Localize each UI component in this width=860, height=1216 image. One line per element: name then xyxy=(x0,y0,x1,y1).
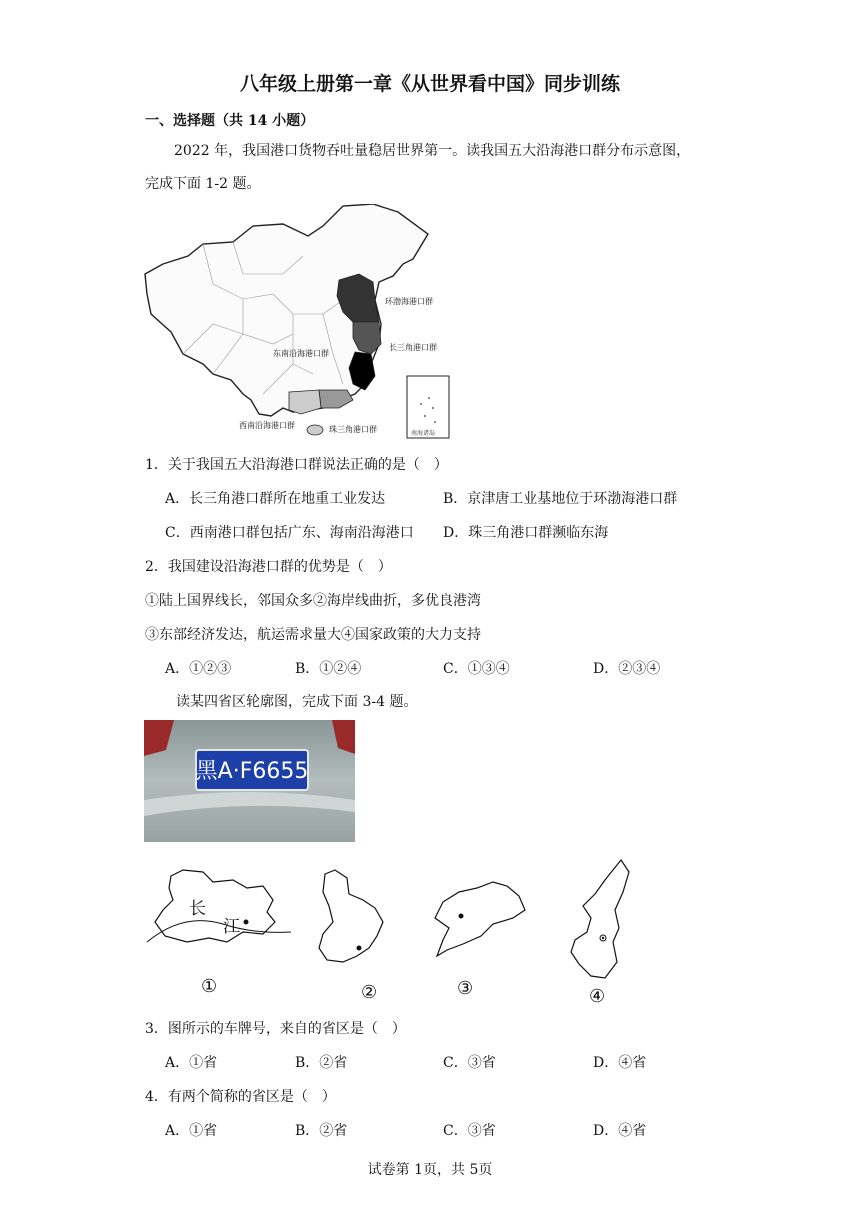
q2-statement-line-1: ①陆上国界线长，邻国众多②海岸线曲折，多优良港湾 xyxy=(145,593,481,609)
outline-4 xyxy=(571,860,629,978)
q3-option-a: A．①省 xyxy=(165,1055,218,1071)
page-title: 八年级上册第一章《从世界看中国》同步训练 xyxy=(239,73,620,95)
label-bohai: 环渤海港口群 xyxy=(385,297,433,306)
q2-option-a: A．①②③ xyxy=(165,661,232,677)
southwest-cluster-region xyxy=(289,390,321,414)
china-map-figure xyxy=(143,204,453,440)
river-char-1: 长 xyxy=(189,899,206,919)
outline-2 xyxy=(319,870,383,962)
q3-option-d: D．④省 xyxy=(593,1055,647,1071)
china-outline xyxy=(145,204,428,416)
label-southeast: 东南沿海港口群 xyxy=(273,349,329,358)
license-plate-text: 黑A·F6655 xyxy=(195,759,309,784)
province-outlines xyxy=(143,852,643,1012)
outline-3 xyxy=(435,882,525,956)
hainan-island xyxy=(307,425,323,435)
intro-1-line-1: 2022 年，我国港口货物吞吐量稳居世界第一。读我国五大沿海港口群分布示意图， xyxy=(174,143,691,159)
q4-stem: 4．有两个简称的省区是（ ） xyxy=(145,1089,336,1105)
label-inset: 南海诸岛 xyxy=(411,430,436,437)
q1-option-c: C．西南港口群包括广东、海南沿海港口 xyxy=(165,525,414,541)
q4-option-c: C．③省 xyxy=(443,1123,496,1139)
license-plate-photo xyxy=(144,720,355,842)
outline-number-1: ① xyxy=(201,976,218,997)
outline-number-2: ② xyxy=(361,982,378,1003)
label-southwest: 西南沿海港口群 xyxy=(239,421,295,430)
q1-option-b: B．京津唐工业基地位于环渤海港口群 xyxy=(443,491,678,507)
pearl-cluster-region xyxy=(319,390,353,408)
page-footer: 试卷第 1页，共 5页 xyxy=(367,1162,493,1178)
section-heading: 一、选择题（共 14 小题） xyxy=(145,113,315,129)
q4-option-b: B．②省 xyxy=(295,1123,348,1139)
label-pearl: 珠三角港口群 xyxy=(329,425,377,434)
south-sea-inset xyxy=(407,376,449,438)
q2-option-b: B．①②④ xyxy=(295,661,362,677)
port-cluster-map xyxy=(143,204,453,440)
q4-option-a: A．①省 xyxy=(165,1123,218,1139)
outline-number-3: ③ xyxy=(457,978,474,999)
outline-number-4: ④ xyxy=(589,986,606,1007)
q3-option-b: B．②省 xyxy=(295,1055,348,1071)
southeast-cluster-region xyxy=(349,352,375,390)
q3-option-c: C．③省 xyxy=(443,1055,496,1071)
q2-option-d: D．②③④ xyxy=(593,661,661,677)
q1-stem: 1．关于我国五大沿海港口群说法正确的是（ ） xyxy=(145,457,448,473)
q2-statement-line-2: ③东部经济发达，航运需求量大④国家政策的大力支持 xyxy=(145,627,481,643)
intro-2: 读某四省区轮廓图，完成下面 3-4 题。 xyxy=(176,694,418,710)
outline-1 xyxy=(147,870,291,942)
intro-1-line-2: 完成下面 1-2 题。 xyxy=(145,176,261,192)
q4-option-d: D．④省 xyxy=(593,1123,647,1139)
q3-stem: 3．图所示的车牌号，来自的省区是（ ） xyxy=(145,1021,406,1037)
q2-option-c: C．①③④ xyxy=(443,661,510,677)
river-char-2: 江 xyxy=(223,917,240,937)
label-yangtze: 长三角港口群 xyxy=(389,343,437,352)
q2-stem: 2．我国建设沿海港口群的优势是（ ） xyxy=(145,559,392,575)
q1-option-a: A．长三角港口群所在地重工业发达 xyxy=(165,491,386,507)
q1-option-d: D．珠三角港口群濒临东海 xyxy=(443,525,609,541)
